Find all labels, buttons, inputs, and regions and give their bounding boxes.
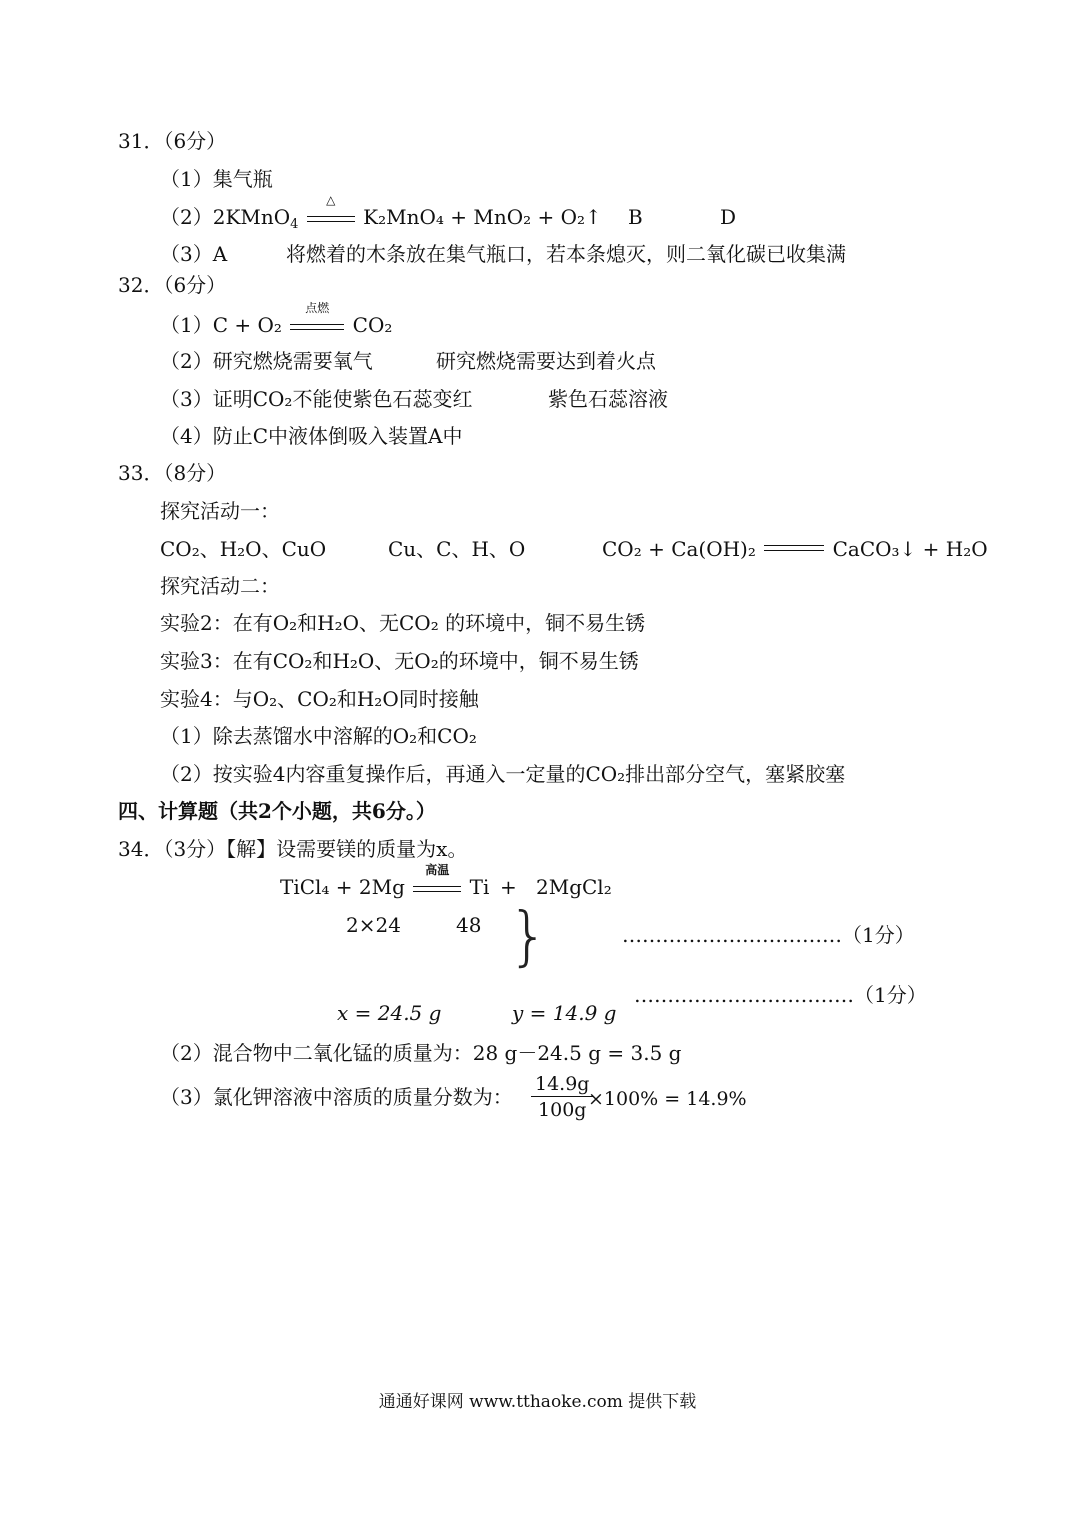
ignite-condition: 点燃	[305, 301, 330, 315]
q32-reactants: （1）C + O₂	[160, 313, 282, 337]
q34-plus: +	[500, 875, 517, 899]
reaction-arrow	[305, 193, 357, 230]
q31-answer-3b: 将燃着的木条放在集气瓶口，若本条熄灭，则二氧化碳已收集满	[286, 242, 846, 266]
q31-products: K₂MnO₄ + MnO₂ + O₂↑	[363, 205, 602, 229]
q33-a2: Cu、C、H、O	[388, 537, 526, 561]
q33-heading: 33．（8分）	[118, 461, 227, 485]
q33-activity-1: 探究活动一：	[160, 499, 280, 523]
q34-fraction	[531, 1072, 593, 1123]
q32-answer-2a: （2）研究燃烧需要氧气	[160, 349, 373, 373]
reaction-arrow	[288, 301, 346, 338]
page-footer: 通通好课网 www.tthaoke.com 提供下载	[378, 1392, 697, 1412]
q33-a3-left: CO₂ + Ca(OH)₂	[602, 537, 756, 561]
q34-answer-3: （3）氯化钾溶液中溶质的质量分数为：	[160, 1085, 513, 1109]
right-brace: }	[508, 900, 549, 974]
q32-answer-2b: 研究燃烧需要达到着火点	[436, 349, 656, 373]
q34-y-value: y = 14.9 g	[512, 1001, 617, 1025]
q33-exp-3: 实验3：在有CO₂和H₂O、无O₂的环境中，铜不易生锈	[160, 649, 639, 673]
q34-score-1: ……………………………（1分）	[622, 923, 915, 947]
q34-mass-ti: 48	[456, 913, 482, 937]
q31-answer-3a: （3）A	[160, 242, 228, 266]
q34-heading: 34．（3分）【解】设需要镁的质量为x。	[118, 837, 468, 861]
q33-exp-2: 实验2：在有O₂和H₂O、无CO₂ 的环境中，铜不易生锈	[160, 611, 646, 635]
q33-activity-2: 探究活动二：	[160, 574, 280, 598]
heat-condition: △	[326, 193, 336, 207]
q32-answer-1	[160, 301, 393, 338]
q32-heading: 32．（6分）	[118, 273, 227, 297]
q31-answer-b: B	[628, 205, 643, 229]
high-temp-condition: 高温	[425, 863, 450, 877]
q34-equation	[280, 863, 490, 900]
q34-mgcl2: 2MgCl₂	[536, 875, 612, 899]
q32-answer-3b: 紫色石蕊溶液	[548, 387, 668, 411]
q31-reactant: 2KMnO	[212, 205, 291, 229]
q34-fraction-denominator: 100g	[538, 1099, 587, 1121]
reaction-equals	[762, 536, 826, 562]
q34-ti: Ti	[469, 875, 490, 899]
reaction-arrow	[411, 863, 463, 900]
q33-a1: CO₂、H₂O、CuO	[160, 537, 327, 561]
q34-answer-2: （2）混合物中二氧化锰的质量为：28 g－24.5 g = 3.5 g	[160, 1041, 682, 1065]
q31-answer-d: D	[720, 205, 737, 229]
q34-x-value: x = 24.5 g	[337, 1001, 442, 1025]
q32-product: CO₂	[352, 313, 393, 337]
q33-step-2: （2）按实验4内容重复操作后，再通入一定量的CO₂排出部分空气，塞紧胶塞	[160, 762, 846, 786]
q33-exp-4: 实验4：与O₂、CO₂和H₂O同时接触	[160, 687, 479, 711]
q34-fraction-result: ×100% = 14.9%	[588, 1088, 747, 1110]
q31-answer-2: （2）2KMnO$_4$ △ K₂MnO₄ + MnO₂ + O₂↑	[160, 193, 602, 232]
q34-score-2: ……………………………（1分）	[634, 983, 927, 1007]
q33-a3	[602, 536, 988, 562]
q32-answer-3a: （3）证明CO₂不能使紫色石蕊变红	[160, 387, 473, 411]
q31-answer-1: （1）集气瓶	[160, 167, 273, 191]
q33-step-1: （1）除去蒸馏水中溶解的O₂和CO₂	[160, 724, 477, 748]
q31-answer-2-num: （2）	[160, 205, 213, 229]
q31-heading: 31．（6分）	[118, 129, 227, 153]
section-4-heading: 四、计算题（共2个小题，共6分。）	[118, 799, 436, 823]
q34-reactants: TiCl₄ + 2Mg	[280, 875, 405, 899]
q34-mass-mg: 2×24	[346, 913, 401, 937]
q33-a3-right: CaCO₃↓ + H₂O	[832, 537, 988, 561]
q32-answer-4: （4）防止C中液体倒吸入装置A中	[160, 424, 463, 448]
q34-fraction-numerator: 14.9g	[531, 1072, 593, 1097]
